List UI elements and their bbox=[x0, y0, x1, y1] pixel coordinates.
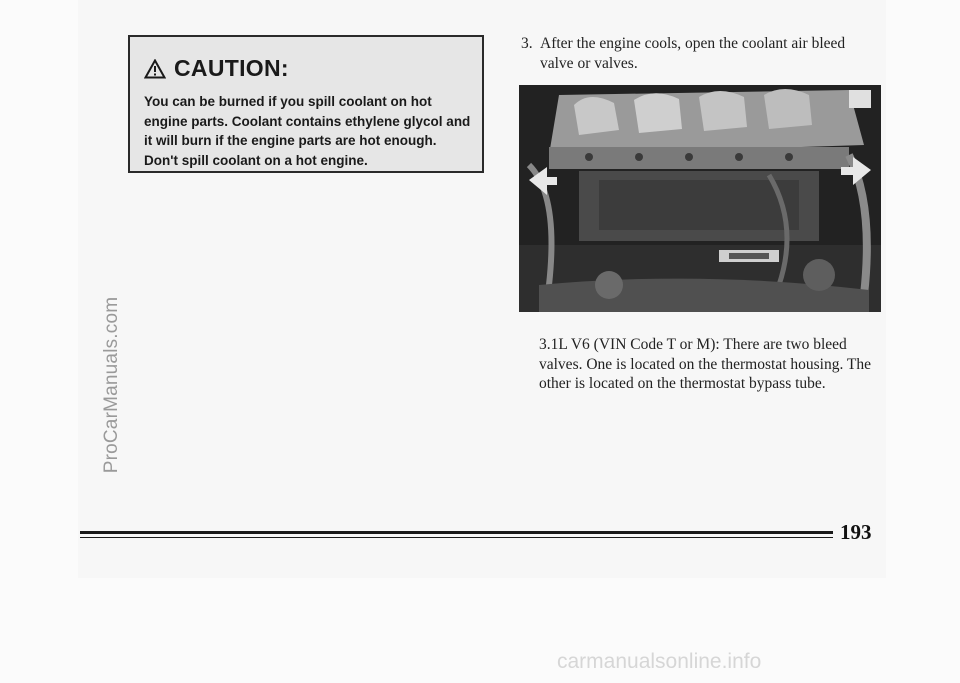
page-number: 193 bbox=[840, 520, 872, 544]
caution-text: You can be burned if you spill coolant on hot engine parts. Coolant contains ethylene glycol and it will burn if the engine parts are hot enough. Don't spill coolant on a hot engine. bbox=[144, 94, 471, 168]
caution-title: CAUTION: bbox=[174, 55, 289, 81]
caution-heading bbox=[144, 55, 289, 82]
bottom-watermark: carmanualsonline.info bbox=[557, 650, 762, 673]
footer-rule-thin bbox=[80, 537, 833, 538]
step-number: 3. bbox=[521, 35, 533, 52]
warning-triangle-icon bbox=[144, 59, 166, 79]
side-watermark: ProCarManuals.com bbox=[101, 296, 122, 474]
bleed-valve-paragraph: 3.1L V6 (VIN Code T or M): There are two bleed valves. One is located on the thermostat housing. The other is located on the thermostat bypass tube. bbox=[539, 336, 872, 392]
step-text: After the engine cools, open the coolant air bleed valve or valves. bbox=[540, 35, 846, 72]
caution-box bbox=[128, 35, 484, 173]
step-item bbox=[521, 34, 871, 73]
engine-illustration bbox=[519, 85, 881, 312]
footer-rule bbox=[80, 531, 833, 534]
engine-photo bbox=[519, 85, 881, 312]
